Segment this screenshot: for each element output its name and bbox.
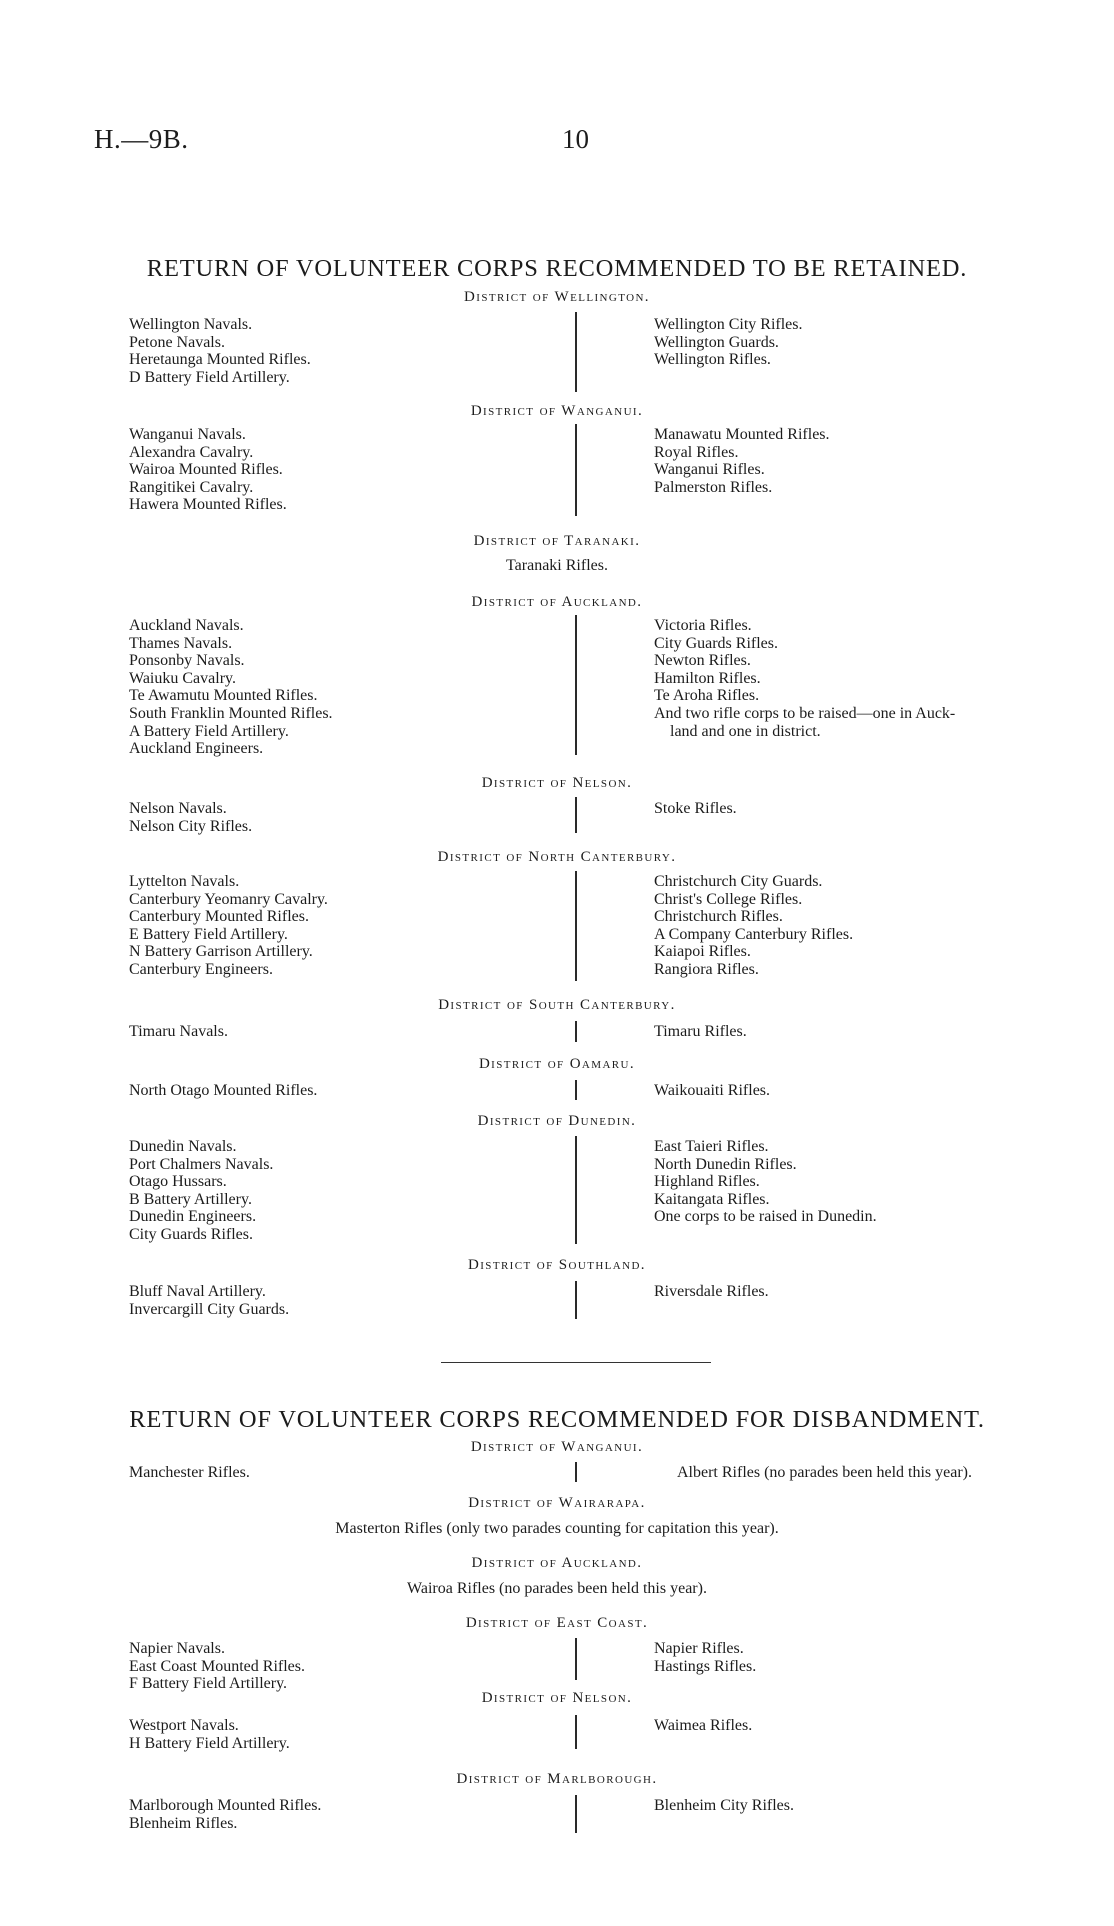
corps-item: Kaitangata Rifles.	[654, 1190, 770, 1208]
right-column	[654, 617, 955, 740]
corps-item: North Dunedin Rifles.	[654, 1155, 797, 1173]
district-heading: District of Southland.	[468, 1257, 646, 1273]
column-divider	[575, 1021, 577, 1042]
corps-item: Christ's College Rifles.	[654, 890, 803, 908]
column-divider	[575, 312, 577, 392]
corps-item: Highland Rifles.	[654, 1173, 760, 1191]
column-divider	[575, 1715, 577, 1749]
district-heading: District of Auckland.	[471, 594, 643, 610]
left-column	[129, 1082, 317, 1100]
corps-item: Wairoa Rifles (no parades been held this year).	[407, 1580, 707, 1597]
district-heading: District of North Canterbury.	[437, 849, 677, 865]
right-column	[654, 316, 802, 369]
corps-item: Waiuku Cavalry.	[129, 669, 236, 687]
column-divider	[575, 1136, 577, 1244]
corps-item: Wellington Guards.	[654, 333, 779, 351]
column-divider	[575, 424, 577, 516]
corps-item: Albert Rifles (no parades been held this year).	[677, 1464, 973, 1481]
corps-item: Te Awamutu Mounted Rifles.	[129, 687, 318, 705]
district-heading: District of Wanganui.	[470, 1439, 644, 1455]
district-heading: District of Dunedin.	[477, 1113, 637, 1129]
district-heading: District of Marlborough.	[456, 1771, 658, 1787]
corps-item: Riversdale Rifles.	[654, 1283, 769, 1300]
retained-title: RETURN OF VOLUNTEER CORPS RECOMMENDED TO BE RETAINED.	[146, 255, 968, 282]
corps-item: Palmerston Rifles.	[654, 478, 773, 496]
section-divider	[441, 1362, 711, 1363]
corps-item: Dunedin Navals.	[129, 1138, 237, 1155]
corps-item: Napier Rifles.	[654, 1640, 744, 1657]
corps-item: Alexandra Cavalry.	[129, 443, 254, 461]
corps-item: Kaiapoi Rifles.	[654, 943, 751, 961]
corps-item: Hamilton Rifles.	[654, 669, 761, 687]
corps-item: Hastings Rifles.	[654, 1657, 757, 1675]
left-column	[129, 426, 287, 514]
corps-item: Waikouaiti Rifles.	[654, 1082, 771, 1099]
corps-item: Taranaki Rifles.	[506, 557, 608, 574]
corps-item: B Battery Artillery.	[129, 1190, 252, 1208]
column-divider	[575, 615, 577, 755]
column-divider	[575, 797, 577, 833]
corps-item: Auckland Navals.	[129, 617, 244, 634]
left-column	[129, 1640, 305, 1693]
corps-item: Canterbury Mounted Rifles.	[129, 908, 309, 926]
corps-item: H Battery Field Artillery.	[129, 1734, 290, 1752]
left-column	[129, 1717, 290, 1752]
right-column	[654, 1717, 752, 1735]
disbandment-title: RETURN OF VOLUNTEER CORPS RECOMMENDED FOR DISBANDMENT.	[129, 1406, 985, 1433]
corps-item: Christchurch City Guards.	[654, 873, 823, 890]
corps-item: D Battery Field Artillery.	[129, 368, 290, 386]
corps-item: Blenheim City Rifles.	[654, 1797, 794, 1814]
corps-item: F Battery Field Artillery.	[129, 1675, 288, 1693]
column-divider	[575, 871, 577, 981]
district-heading: District of Auckland.	[471, 1555, 643, 1571]
column-divider	[575, 1080, 577, 1100]
corps-item: Invercargill City Guards.	[129, 1300, 290, 1318]
corps-item: Manchester Rifles.	[129, 1464, 250, 1481]
corps-item: Manawatu Mounted Rifles.	[654, 426, 830, 443]
left-column	[129, 1464, 250, 1482]
corps-item: Royal Rifles.	[654, 443, 739, 461]
corps-item: Canterbury Engineers.	[129, 960, 273, 978]
corps-item: Wellington City Rifles.	[654, 316, 803, 333]
district-heading: District of Wellington.	[464, 289, 650, 305]
corps-item: Westport Navals.	[129, 1717, 239, 1734]
corps-item: Hawera Mounted Rifles.	[129, 496, 287, 514]
corps-item: Napier Navals.	[129, 1640, 225, 1657]
left-column	[129, 1797, 321, 1832]
corps-item: East Taieri Rifles.	[654, 1138, 769, 1155]
corps-item: And two rifle corps to be raised—one in Auck-	[654, 704, 956, 722]
district-heading: District of Wairarapa.	[468, 1495, 646, 1511]
corps-item: A Company Canterbury Rifles.	[654, 925, 854, 943]
right-column	[654, 1283, 769, 1301]
corps-item: land and one in district.	[670, 722, 821, 740]
district-heading: District of Taranaki.	[473, 533, 641, 549]
corps-item: Marlborough Mounted Rifles.	[129, 1797, 322, 1814]
corps-item: North Otago Mounted Rifles.	[129, 1082, 318, 1099]
left-column	[129, 1138, 273, 1244]
corps-item: A Battery Field Artillery.	[129, 722, 289, 740]
corps-item: South Franklin Mounted Rifles.	[129, 704, 333, 722]
right-column	[654, 873, 853, 979]
district-heading: District of Wanganui.	[470, 403, 644, 419]
document-reference: H.—9B.	[94, 124, 189, 154]
left-column	[129, 1023, 228, 1041]
left-column	[129, 1283, 289, 1318]
corps-item: Wellington Rifles.	[654, 351, 771, 369]
right-column	[654, 1082, 770, 1100]
corps-item: Nelson Navals.	[129, 800, 227, 817]
right-column	[654, 426, 830, 496]
corps-item: Heretaunga Mounted Rifles.	[129, 351, 311, 369]
corps-item: Te Aroha Rifles.	[654, 687, 760, 705]
right-column	[654, 1640, 756, 1675]
corps-item: Newton Rifles.	[654, 652, 751, 670]
corps-item: Stoke Rifles.	[654, 800, 737, 817]
corps-item: Otago Hussars.	[129, 1173, 227, 1191]
corps-item: Rangiora Rifles.	[654, 960, 759, 978]
corps-item: City Guards Rifles.	[654, 634, 778, 652]
corps-item: One corps to be raised in Dunedin.	[654, 1208, 877, 1226]
corps-item: Wanganui Navals.	[129, 426, 246, 443]
column-divider	[575, 1638, 577, 1680]
corps-item: Bluff Naval Artillery.	[129, 1283, 266, 1300]
corps-item: Lyttelton Navals.	[129, 873, 240, 890]
corps-item: Blenheim Rifles.	[129, 1814, 238, 1832]
right-column	[654, 1797, 794, 1815]
column-divider	[575, 1462, 577, 1482]
corps-item: Nelson City Rifles.	[129, 817, 253, 835]
corps-item: Wairoa Mounted Rifles.	[129, 461, 283, 479]
corps-item: City Guards Rifles.	[129, 1225, 253, 1243]
left-column	[129, 873, 328, 979]
corps-item: N Battery Garrison Artillery.	[129, 943, 313, 961]
corps-item: Port Chalmers Navals.	[129, 1155, 274, 1173]
left-column	[129, 800, 252, 835]
district-heading: District of Nelson.	[481, 1690, 633, 1706]
right-column	[654, 800, 737, 818]
corps-item: Masterton Rifles (only two parades counting for capitation this year).	[335, 1520, 779, 1537]
corps-item: Wanganui Rifles.	[654, 461, 765, 479]
district-heading: District of Oamaru.	[478, 1056, 636, 1072]
corps-item: Christchurch Rifles.	[654, 908, 783, 926]
page-number: 10	[562, 124, 589, 154]
corps-item: East Coast Mounted Rifles.	[129, 1657, 305, 1675]
district-heading: District of East Coast.	[465, 1615, 649, 1631]
right-column	[677, 1464, 972, 1482]
right-column	[654, 1138, 877, 1226]
column-divider	[575, 1281, 577, 1319]
corps-item: Petone Navals.	[129, 333, 225, 351]
corps-item: Auckland Engineers.	[129, 740, 264, 758]
district-heading: District of South Canterbury.	[438, 997, 676, 1013]
column-divider	[575, 1795, 577, 1833]
corps-item: Ponsonby Navals.	[129, 652, 245, 670]
corps-item: Timaru Rifles.	[654, 1023, 747, 1040]
corps-item: Victoria Rifles.	[654, 617, 752, 634]
corps-item: Wellington Navals.	[129, 316, 253, 333]
right-column	[654, 1023, 747, 1041]
corps-item: Canterbury Yeomanry Cavalry.	[129, 890, 328, 908]
left-column	[129, 617, 333, 758]
corps-item: Waimea Rifles.	[654, 1717, 753, 1734]
district-heading: District of Nelson.	[481, 775, 633, 791]
corps-item: Timaru Navals.	[129, 1023, 228, 1040]
corps-item: Rangitikei Cavalry.	[129, 478, 254, 496]
left-column	[129, 316, 311, 386]
corps-item: Thames Navals.	[129, 634, 233, 652]
corps-item: Dunedin Engineers.	[129, 1208, 257, 1226]
corps-item: E Battery Field Artillery.	[129, 925, 288, 943]
